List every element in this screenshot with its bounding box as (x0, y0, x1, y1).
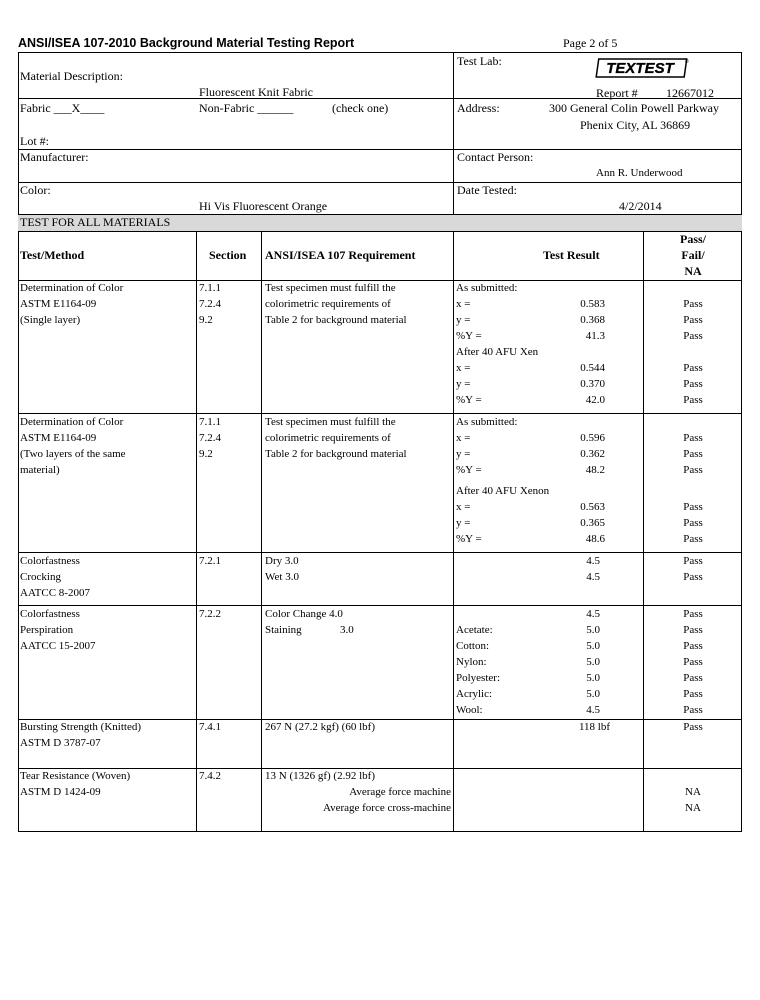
result-label: %Y = (456, 394, 482, 406)
result-value: 0.365 (580, 517, 605, 529)
pass-fail-value: Pass (683, 501, 703, 513)
requirement-text: Dry 3.0 (265, 555, 299, 567)
divider (196, 231, 197, 832)
method-text: material) (20, 464, 60, 476)
pass-fail-value: NA (685, 802, 701, 814)
section-number: 9.2 (199, 448, 213, 460)
requirement-text: Wet 3.0 (265, 571, 299, 583)
divider (18, 149, 742, 150)
column-header-pass-line-2: Fail/ (681, 248, 705, 262)
contact-person-label: Contact Person: (457, 150, 534, 164)
check-one-note: (check one) (332, 101, 389, 115)
divider (18, 719, 742, 720)
address-line-1: 300 General Colin Powell Parkway (549, 101, 719, 115)
result-value: 5.0 (586, 688, 600, 700)
requirement-text: Staining (265, 624, 302, 636)
divider (453, 52, 454, 214)
result-value: 5.0 (586, 672, 600, 684)
result-label: %Y = (456, 533, 482, 545)
method-text: Colorfastness (20, 608, 80, 620)
test-lab-label: Test Lab: (457, 54, 502, 68)
result-value: 5.0 (586, 656, 600, 668)
section-number: 7.4.2 (199, 770, 221, 782)
method-text: Determination of Color (20, 282, 124, 294)
pass-fail-value: Pass (683, 721, 703, 733)
date-tested-value: 4/2/2014 (619, 199, 662, 213)
divider (18, 182, 742, 183)
address-line-2: Phenix City, AL 36869 (580, 118, 691, 132)
result-value: 0.583 (580, 298, 605, 310)
method-text: Bursting Strength (Knitted) (20, 721, 141, 733)
section-number: 7.2.1 (199, 555, 221, 567)
result-value: 41.3 (585, 330, 605, 342)
method-text: Determination of Color (20, 416, 124, 428)
method-text: Colorfastness (20, 555, 80, 567)
divider (18, 413, 742, 414)
logo-text: TEXTEST (606, 60, 674, 77)
pass-fail-value: Pass (683, 298, 703, 310)
requirement-text: 3.0 (340, 624, 354, 636)
column-header-pass-line-3: NA (684, 264, 702, 278)
result-value: 0.370 (580, 378, 605, 390)
contact-person-value: Ann R. Underwood (596, 167, 683, 179)
result-label: As submitted: (456, 282, 518, 294)
manufacturer-label: Manufacturer: (20, 150, 89, 164)
divider (261, 231, 262, 832)
report-number-label: Report # (596, 86, 638, 100)
divider (18, 231, 742, 232)
method-text: ASTM D 3787-07 (20, 737, 101, 749)
method-text: ASTM E1164-09 (20, 298, 97, 310)
result-value: 48.6 (585, 533, 605, 545)
result-value: 4.5 (586, 608, 600, 620)
section-number: 7.4.1 (199, 721, 221, 733)
requirement-text: 267 N (27.2 kgf) (60 lbf) (265, 721, 375, 733)
result-label: y = (456, 378, 471, 390)
pass-fail-value: Pass (683, 432, 703, 444)
pass-fail-value: Pass (683, 314, 703, 326)
method-text: AATCC 15-2007 (20, 640, 96, 652)
requirement-text: Test specimen must fulfill the (265, 416, 396, 428)
section-number: 7.2.4 (199, 298, 221, 310)
report-title: ANSI/ISEA 107-2010 Background Material Testing Report (18, 36, 355, 50)
divider (18, 552, 742, 553)
result-label: After 40 AFU Xenon (456, 485, 550, 497)
result-value: 4.5 (586, 704, 600, 716)
result-label: Wool: (456, 704, 483, 716)
section-title: TEST FOR ALL MATERIALS (20, 215, 171, 229)
method-text: Crocking (20, 571, 61, 583)
report-header (18, 36, 743, 52)
requirement-text: colorimetric requirements of (265, 432, 391, 444)
color-value: Hi Vis Fluorescent Orange (199, 199, 328, 213)
section-number: 9.2 (199, 314, 213, 326)
result-label: After 40 AFU Xen (456, 346, 539, 358)
result-label: As submitted: (456, 416, 518, 428)
pass-fail-value: Pass (683, 640, 703, 652)
result-label: Nylon: (456, 656, 487, 668)
method-text: ASTM D 1424-09 (20, 786, 101, 798)
requirement-text: Table 2 for background material (265, 448, 407, 460)
color-label: Color: (20, 183, 51, 197)
svg-text:®: ® (685, 59, 689, 65)
section-number: 7.1.1 (199, 416, 221, 428)
pass-fail-value: Pass (683, 378, 703, 390)
pass-fail-value: Pass (683, 555, 703, 567)
result-label: Cotton: (456, 640, 490, 652)
address-label: Address: (457, 101, 500, 115)
requirement-text: colorimetric requirements of (265, 298, 391, 310)
pass-fail-value: Pass (683, 672, 703, 684)
pass-fail-value: Pass (683, 571, 703, 583)
divider (18, 768, 742, 769)
result-label: x = (456, 432, 471, 444)
pass-fail-value: Pass (683, 533, 703, 545)
pass-fail-value: Pass (683, 704, 703, 716)
result-label: %Y = (456, 464, 482, 476)
method-text: Perspiration (20, 624, 74, 636)
pass-fail-value: NA (685, 786, 701, 798)
column-header-result: Test Result (543, 248, 600, 262)
section-number: 7.1.1 (199, 282, 221, 294)
result-value: 42.0 (585, 394, 605, 406)
result-value: 4.5 (586, 571, 600, 583)
result-value: 5.0 (586, 624, 600, 636)
requirement-text: Test specimen must fulfill the (265, 282, 396, 294)
column-header-pass-line-1: Pass/ (679, 232, 706, 246)
result-value: 48.2 (585, 464, 605, 476)
non-fabric-check: Non-Fabric ______ (199, 101, 294, 115)
requirement-text: Average force machine (349, 786, 451, 798)
material-description-value: Fluorescent Knit Fabric (199, 85, 313, 99)
result-value: 0.544 (580, 362, 605, 374)
method-text: Tear Resistance (Woven) (20, 770, 131, 782)
pass-fail-value: Pass (683, 656, 703, 668)
textest-logo (596, 57, 688, 79)
result-label: x = (456, 362, 471, 374)
result-value: 0.596 (580, 432, 605, 444)
result-label: y = (456, 517, 471, 529)
result-value: 5.0 (586, 640, 600, 652)
result-label: x = (456, 501, 471, 513)
result-label: x = (456, 298, 471, 310)
section-number: 7.2.2 (199, 608, 221, 620)
column-header-section: Section (209, 248, 247, 262)
result-label: y = (456, 314, 471, 326)
requirement-text: Average force cross-machine (322, 802, 451, 814)
page-number: Page 2 of 5 (563, 36, 618, 50)
result-label: Polyester: (456, 672, 500, 684)
report-number-value: 12667012 (666, 86, 714, 100)
method-text: (Two layers of the same (20, 448, 126, 460)
result-value: 0.362 (580, 448, 605, 460)
section-number: 7.2.4 (199, 432, 221, 444)
method-text: AATCC 8-2007 (20, 587, 90, 599)
pass-fail-value: Pass (683, 624, 703, 636)
requirement-text: Table 2 for background material (265, 314, 407, 326)
column-header-requirement: ANSI/ISEA 107 Requirement (265, 248, 416, 262)
result-label: Acrylic: (456, 688, 493, 700)
date-tested-label: Date Tested: (457, 183, 517, 197)
pass-fail-value: Pass (683, 517, 703, 529)
result-label: %Y = (456, 330, 482, 342)
result-label: Acetate: (456, 624, 493, 636)
divider (18, 605, 742, 606)
material-description-label: Material Description: (20, 69, 123, 83)
result-value: 0.563 (580, 501, 605, 513)
lot-label: Lot #: (20, 134, 49, 148)
pass-fail-value: Pass (683, 330, 703, 342)
method-text: (Single layer) (20, 314, 81, 326)
result-value: 118 lbf (578, 721, 610, 733)
result-label: y = (456, 448, 471, 460)
pass-fail-value: Pass (683, 362, 703, 374)
requirement-text: Color Change 4.0 (265, 608, 343, 620)
result-value: 4.5 (586, 555, 600, 567)
pass-fail-value: Pass (683, 608, 703, 620)
method-text: ASTM E1164-09 (20, 432, 97, 444)
pass-fail-value: Pass (683, 464, 703, 476)
pass-fail-value: Pass (683, 394, 703, 406)
pass-fail-value: Pass (683, 448, 703, 460)
requirement-text: 13 N (1326 gf) (2.92 lbf) (265, 770, 375, 782)
result-value: 0.368 (580, 314, 605, 326)
divider (18, 280, 742, 281)
pass-fail-value: Pass (683, 688, 703, 700)
column-header-method: Test/Method (20, 248, 85, 262)
fabric-check: Fabric ___X____ (20, 101, 105, 115)
divider (453, 231, 454, 832)
